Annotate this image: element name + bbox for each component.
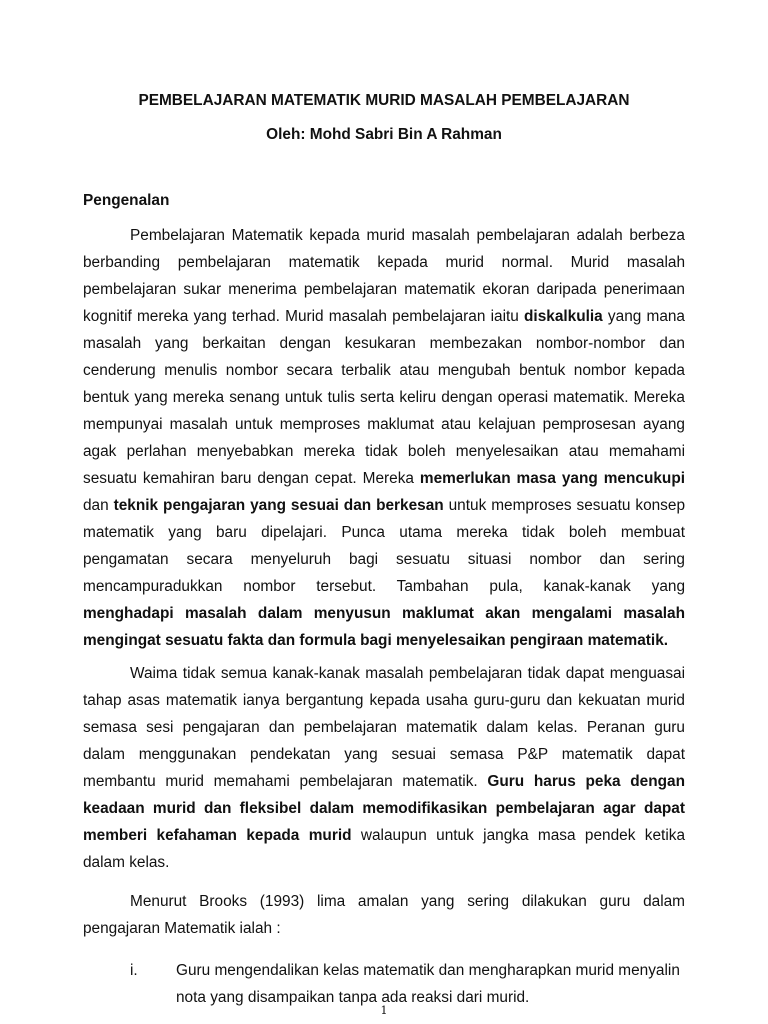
text-line: semasa sesi pengajaran dan pembelajaran matematik dalam kelas. Peranan guru <box>83 719 685 736</box>
paragraph-brooks <box>83 888 685 942</box>
text-line: berbanding pembelajaran matematik kepada murid normal. Murid masalah <box>83 254 685 271</box>
text-line: dan teknik pengajaran yang sesuai dan berkesan untuk memproses sesuatu konsep <box>83 497 686 514</box>
list-item-number: i. <box>130 962 138 979</box>
list-item <box>176 957 686 1011</box>
bold-term: diskalkulia <box>524 308 603 325</box>
text-line: nota yang disampaikan tanpa ada reaksi dari murid. <box>176 989 530 1006</box>
text-line: dalam kelas. <box>83 854 170 871</box>
text-line: matematik yang baru dipelajari. Punca utama mereka tidak boleh membuat <box>83 524 685 541</box>
text-line: sesuatu kemahiran baru dengan cepat. Mereka memerlukan masa yang mencukupi <box>83 470 685 487</box>
text-line: mempunyai masalah untuk memproses maklumat atau kelajuan pemprosesan ayang <box>83 416 685 433</box>
text-line: Waima tidak semua kanak-kanak masalah pembelajaran tidak dapat menguasai <box>130 665 685 682</box>
text-line: kognitif mereka yang terhad. Murid masalah pembelajaran iaitu diskalkulia yang mana <box>83 308 685 325</box>
text-line: cenderung menulis nombor secara terbalik atau mengubah bentuk nombor kepada <box>83 362 685 379</box>
text-line: membantu murid memahami pembelajaran matematik. Guru harus peka dengan <box>83 773 685 790</box>
section-heading: Pengenalan <box>83 192 170 209</box>
text-line: Guru mengendalikan kelas matematik dan mengharapkan murid menyalin <box>176 962 680 979</box>
bold-phrase: teknik pengajaran yang sesuai dan berkesan <box>113 497 444 514</box>
bold-phrase: keadaan murid dan fleksibel dalam memodifikasikan pembelajaran agar dapat <box>83 800 685 817</box>
bold-phrase: Guru harus peka dengan <box>487 773 685 790</box>
bold-phrase: mengingat sesuatu fakta dan formula bagi menyelesaikan pengiraan matematik. <box>83 632 669 649</box>
text-line: bentuk yang mereka senang untuk tulis serta keliru dengan operasi matematik. Mereka <box>83 389 685 406</box>
document-author: Oleh: Mohd Sabri Bin A Rahman <box>266 126 502 143</box>
document-title: PEMBELAJARAN MATEMATIK MURID MASALAH PEMBELAJARAN <box>138 92 630 109</box>
text-line: pengamatan secara menyeluruh bagi sesuatu situasi nombor dan sering <box>83 551 685 568</box>
text-line: tahap asas matematik ianya bergantung kepada usaha guru-guru dan kekuatan murid <box>83 692 685 709</box>
bold-phrase: memerlukan masa yang mencukupi <box>419 470 685 487</box>
text-line <box>83 795 685 822</box>
text-line: memberi kefahaman kepada murid walaupun untuk jangka masa pendek ketika <box>83 827 685 844</box>
bold-phrase: memberi kefahaman kepada murid <box>83 827 352 844</box>
text-line: pengajaran Matematik ialah : <box>83 920 281 937</box>
text-line: Pembelajaran Matematik kepada murid masalah pembelajaran adalah berbeza <box>130 227 685 244</box>
paragraph-introduction <box>83 222 685 654</box>
text-line: masalah yang berkaitan dengan kesukaran membezakan nombor-nombor dan <box>83 335 685 352</box>
text-line: agak perlahan menyebabkan mereka tidak boleh menyelesaikan atau memahami <box>83 443 685 460</box>
text-line <box>83 627 685 654</box>
page-number: 1 <box>380 1004 388 1017</box>
text-line <box>83 600 685 627</box>
bold-phrase: menghadapi masalah dalam menyusun maklumat akan mengalami masalah <box>83 605 685 622</box>
text-line: pembelajaran sukar menerima pembelajaran matematik ekoran daripada penerimaan <box>83 281 685 298</box>
text-line: Menurut Brooks (1993) lima amalan yang sering dilakukan guru dalam <box>130 893 685 910</box>
paragraph-teacher-role <box>83 660 685 876</box>
text-line: dalam menggunakan pendekatan yang sesuai semasa P&P matematik dapat <box>83 746 685 763</box>
text-line: mencampuradukkan nombor tersebut. Tambahan pula, kanak-kanak yang <box>83 578 685 595</box>
